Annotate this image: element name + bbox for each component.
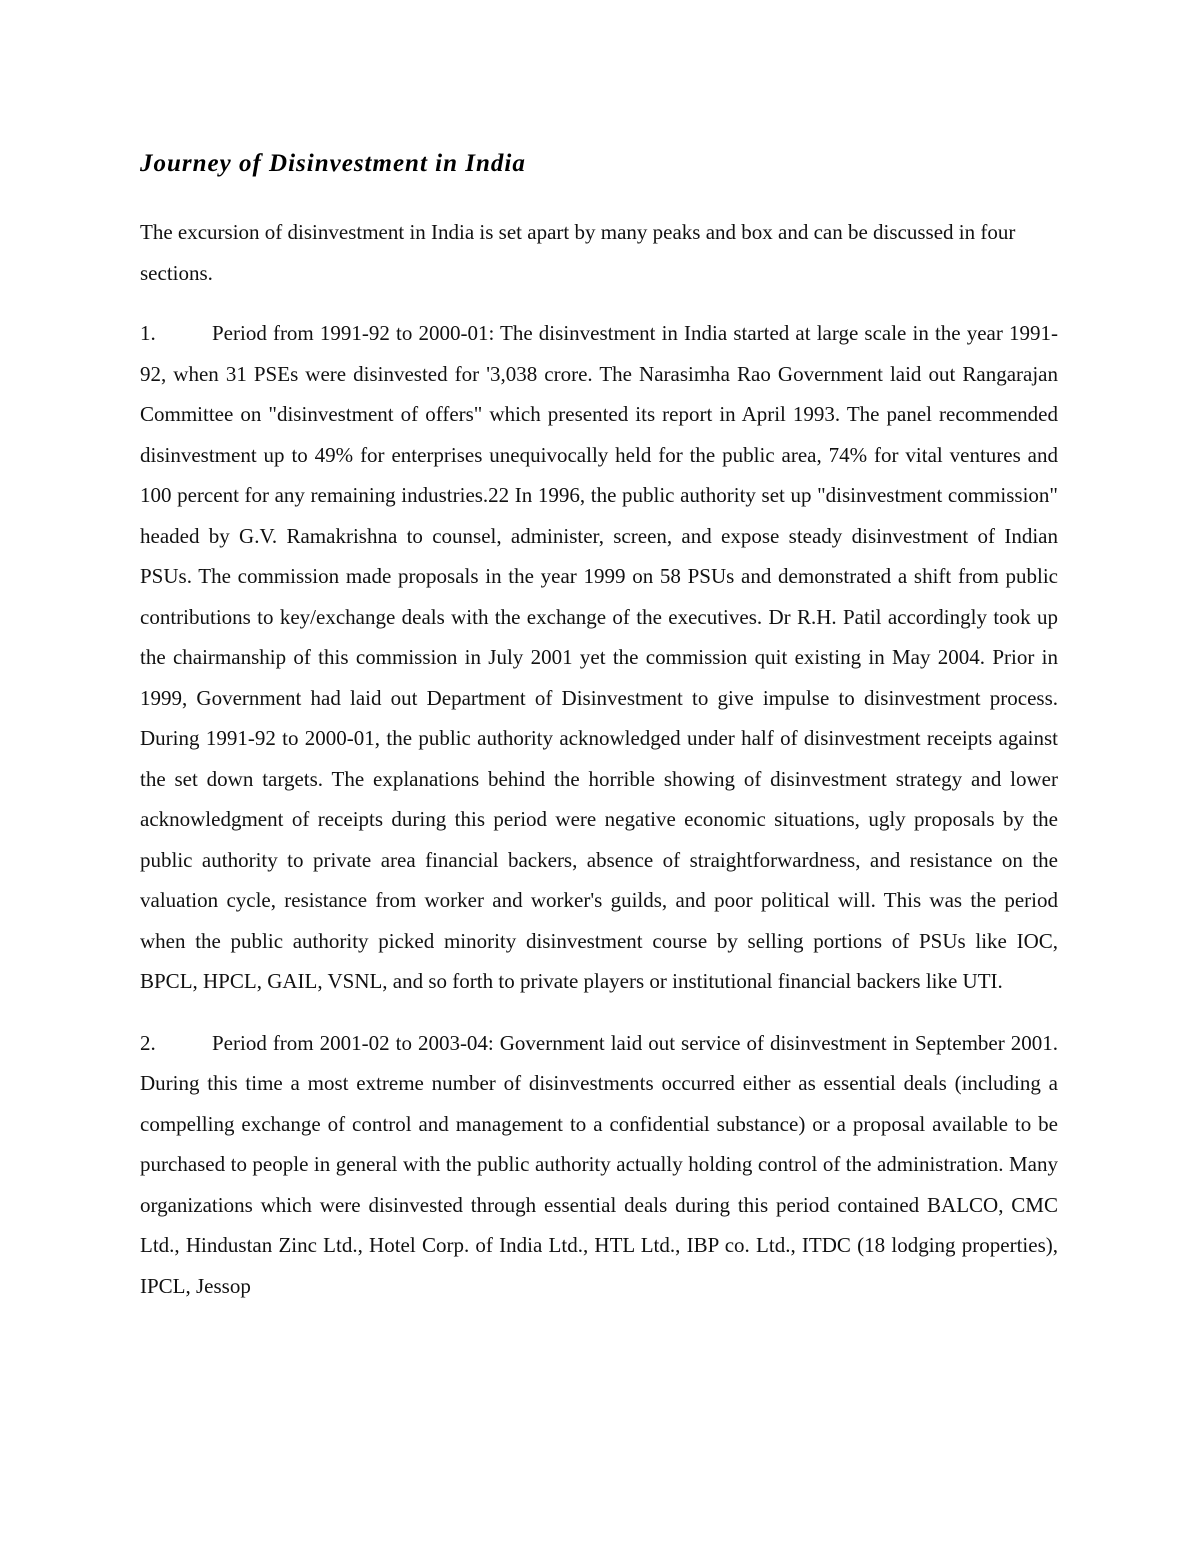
section-number-2: 2. — [140, 1030, 156, 1055]
section-item-2 — [140, 1023, 1058, 1307]
document-page — [140, 148, 1058, 1306]
intro-paragraph: The excursion of disinvestment in India is set apart by many peaks and box and can be discussed in four sections. — [140, 220, 1016, 285]
section-text-1: Period from 1991-92 to 2000-01: The disinvestment in India started at large scale in the year 1991-92, when 31 PSEs were disinvested for '3,038 crore. The Narasimha Rao Government laid out Rangarajan Committee on "disinvestment of offers" which presented its report in April 1993. The panel recommended disinvestment up to 49% for enterprises unequivocally held for the public area, 74% for vital ventures and 100 percent for any remaining industries.22 In 1996, the public authority set up "disinvestment commission" headed by G.V. Ramakrishna to counsel, administer, screen, and expose steady disinvestment of Indian PSUs. The commission made proposals in the year 1999 on 58 PSUs and demonstrated a shift from public contributions to key/exchange deals with the exchange of the executives. Dr R.H. Patil accordingly took up the chairmanship of this commission in July 2001 yet the commission quit existing in May 2004. Prior in 1999, Government had laid out Department of Disinvestment to give impulse to disinvestment process. During 1991-92 to 2000-01, the public authority acknowledged under half of disinvestment receipts against the set down targets. The explanations behind the horrible showing of disinvestment strategy and lower acknowledgment of receipts during this period were negative economic situations, ugly proposals by the public authority to private area financial backers, absence of straightforwardness, and resistance on the valuation cycle, resistance from worker and worker's guilds, and poor political will. This was the period when the public authority picked minority disinvestment course by selling portions of PSUs like IOC, BPCL, HPCL, GAIL, VSNL, and so forth to private players or institutional financial backers like UTI. — [140, 321, 1058, 993]
section-number-1: 1. — [140, 321, 156, 345]
section-text-2: Period from 2001-02 to 2003-04: Government laid out service of disinvestment in September 2001. During this time a most extreme number of disinvestments occurred either as essential deals (including a compelling exchange of control and management to a confidential substance) or a proposal available to be purchased to people in general with the public authority actually holding control of the administration. Many organizations which were disinvested through essential deals during this period contained BALCO, CMC Ltd., Hindustan Zinc Ltd., Hotel Corp. of India Ltd., HTL Ltd., IBP co. Ltd., ITDC (18 lodging properties), IPCL, Jessop — [140, 1030, 1058, 1298]
document-title: Journey of Disinvestment in India — [140, 150, 526, 177]
section-item-1 — [140, 313, 1058, 1002]
